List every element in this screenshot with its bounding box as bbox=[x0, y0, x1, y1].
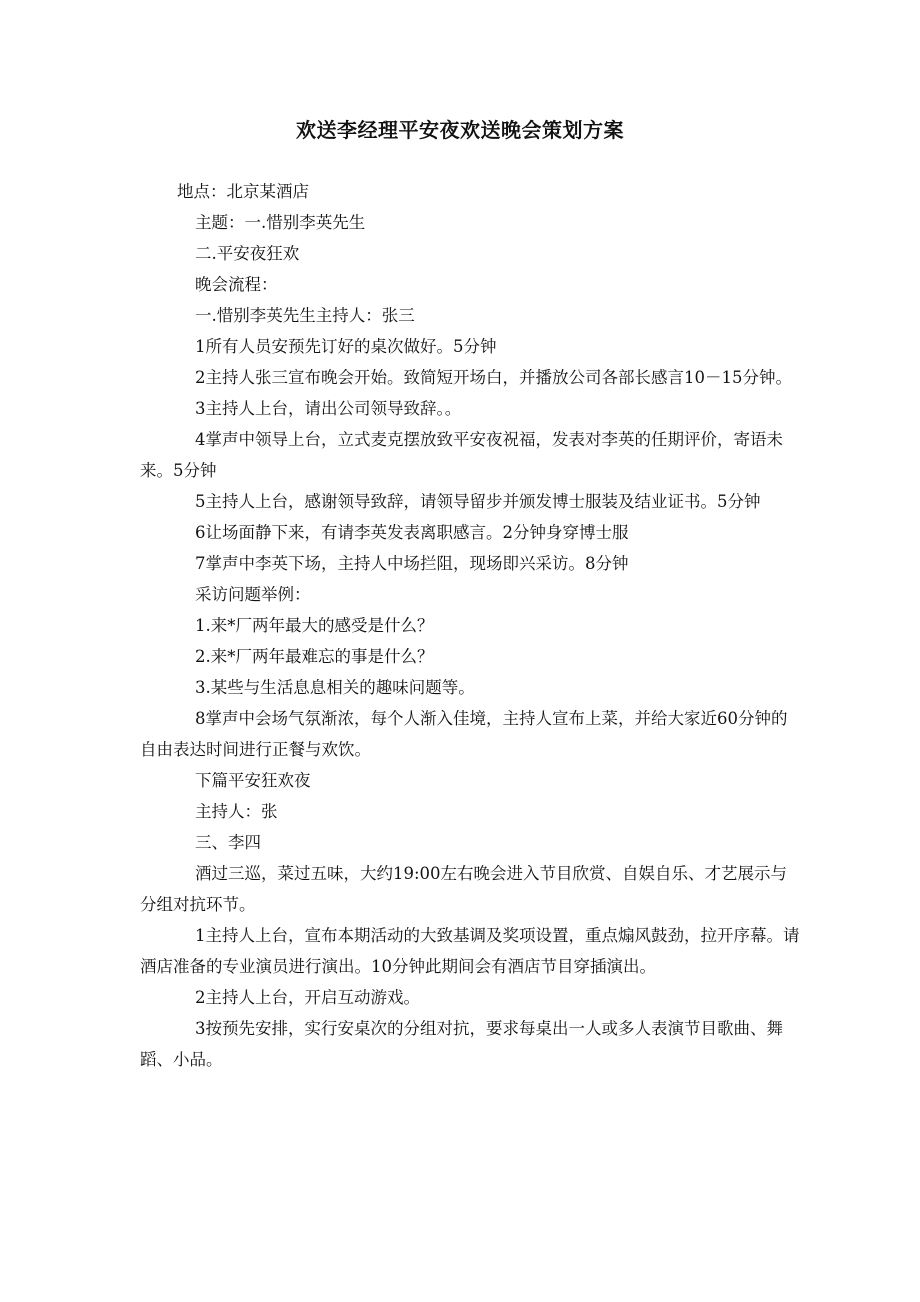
paragraph-intro: 酒过三巡，菜过五味，大约19:00左右晚会进入节目欣赏、自娱自乐、才艺展示与分组对抗环节。 bbox=[140, 864, 788, 914]
paragraph-question: 1.来*厂两年最大的感受是什么？ bbox=[195, 616, 434, 635]
paragraph-step: 1所有人员安预先订好的桌次做好。5分钟 bbox=[195, 337, 497, 356]
paragraph-program-heading: 晚会流程： bbox=[195, 275, 278, 294]
paragraph-question: 2.来*厂两年最难忘的事是什么？ bbox=[195, 647, 434, 666]
document-body bbox=[140, 176, 800, 1075]
paragraph-section-1-heading: 一.惜别李英先生主持人：张三 bbox=[195, 306, 415, 325]
paragraph-step: 3主持人上台，请出公司领导致辞。。 bbox=[195, 399, 462, 418]
paragraph-theme-2: 二.平安夜狂欢 bbox=[195, 244, 300, 263]
paragraph-interview-heading: 采访问题举例： bbox=[195, 585, 311, 604]
paragraph-section-2-heading: 下篇平安狂欢夜 bbox=[195, 771, 311, 790]
paragraph-step: 6让场面静下来，有请李英发表离职感言。2分钟身穿博士服 bbox=[195, 523, 629, 542]
paragraph-question: 3.某些与生活息息相关的趣味问题等。 bbox=[195, 678, 475, 697]
paragraph-host: 主持人：张 bbox=[195, 802, 278, 821]
paragraph-theme: 主题：一.惜别李英先生 bbox=[195, 213, 366, 232]
paragraph-step: 4掌声中领导上台，立式麦克摆放致平安夜祝福，发表对李英的任期评价，寄语未来。5分钟 bbox=[140, 430, 783, 480]
paragraph-step: 2主持人张三宣布晚会开始。致简短开场白，并播放公司各部长感言10－15分钟。 bbox=[195, 368, 792, 387]
paragraph-location: 地点：北京某酒店 bbox=[177, 182, 309, 201]
paragraph-step: 5主持人上台，感谢领导致辞，请领导留步并颁发博士服装及结业证书。5分钟 bbox=[195, 492, 761, 511]
paragraph-host-2: 三、李四 bbox=[195, 833, 261, 852]
paragraph-step: 7掌声中李英下场，主持人中场拦阻，现场即兴采访。8分钟 bbox=[195, 554, 629, 573]
paragraph-step: 2主持人上台，开启互动游戏。 bbox=[195, 988, 420, 1007]
paragraph-step: 1主持人上台，宣布本期活动的大致基调及奖项设置，重点煽风鼓劲，拉开序幕。请酒店准备的专业演员进行演出。10分钟此期间会有酒店节目穿插演出。 bbox=[140, 926, 800, 976]
paragraph-step: 8掌声中会场气氛渐浓，每个人渐入佳境，主持人宣布上菜，并给大家近60分钟的自由表达时间进行正餐与欢饮。 bbox=[140, 709, 788, 759]
document-title: 欢送李经理平安夜欢送晚会策划方案 bbox=[296, 118, 624, 142]
paragraph-step: 3按预先安排，实行安桌次的分组对抗，要求每桌出一人或多人表演节目歌曲、舞蹈、小品。 bbox=[140, 1019, 783, 1069]
